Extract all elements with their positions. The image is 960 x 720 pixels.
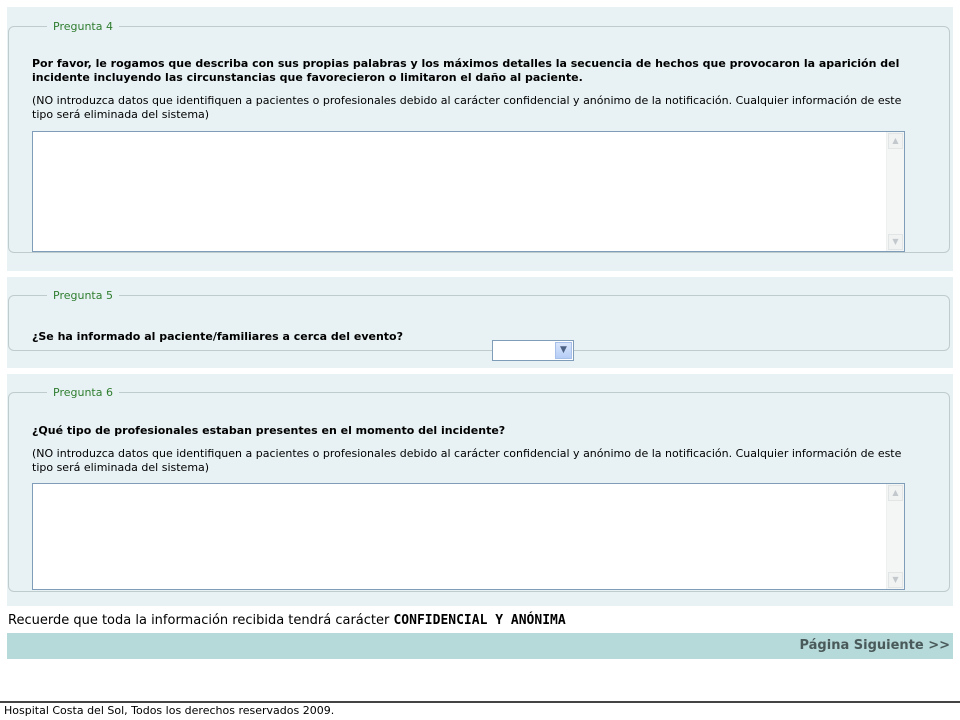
q4-scrollbar[interactable] [886, 132, 904, 251]
q6-textarea[interactable] [32, 483, 905, 590]
notice-text: Recuerde que toda la información recibida tendrá carácter [8, 613, 394, 628]
q6-question: ¿Qué tipo de profesionales estaban presentes en el momento del incidente? [32, 424, 506, 437]
scroll-down-icon[interactable]: ▼ [888, 234, 903, 250]
q5-select[interactable] [492, 340, 574, 361]
footer-copyright: Hospital Costa del Sol, Todos los derechos reservados 2009. [4, 704, 335, 717]
scroll-down-icon[interactable]: ▼ [888, 572, 903, 588]
q6-note: (NO introduzca datos que identifiquen a pacientes o profesionales debido al carácter confidencial y anónimo de la notificación. Cualquier información de este tipo será eliminada del sistema) [32, 447, 902, 474]
confidentiality-notice [8, 613, 566, 628]
q6-scrollbar[interactable] [886, 484, 904, 589]
footer-divider [0, 701, 960, 703]
q6-fieldset [8, 386, 950, 592]
notice-emphasis: CONFIDENCIAL Y ANÓNIMA [393, 613, 566, 628]
q4-legend: Pregunta 4 [53, 20, 113, 33]
q5-question: ¿Se ha informado al paciente/familiares a cerca del evento? [32, 330, 403, 343]
q6-legend: Pregunta 6 [53, 386, 113, 399]
q4-textarea[interactable] [32, 131, 905, 252]
next-page-link[interactable]: Página Siguiente >> [799, 638, 950, 653]
scroll-up-icon[interactable]: ▲ [888, 133, 903, 149]
scroll-up-icon[interactable]: ▲ [888, 485, 903, 501]
q5-legend: Pregunta 5 [53, 289, 113, 302]
q4-note: (NO introduzca datos que identifiquen a pacientes o profesionales debido al carácter confidencial y anónimo de la notificación. Cualquier información de este tipo será eliminada del sistema) [32, 94, 902, 121]
nav-bar [7, 633, 953, 659]
chevron-down-icon[interactable]: ▼ [555, 342, 572, 359]
q4-question: Por favor, le rogamos que describa con sus propias palabras y los máximos detalles la secuencia de hechos que provocaron la aparición del incidente incluyendo las circunstancias que favorecieron o limitaron el daño al paciente. [32, 57, 900, 84]
q5-fieldset [8, 289, 950, 355]
q4-fieldset [8, 20, 950, 253]
